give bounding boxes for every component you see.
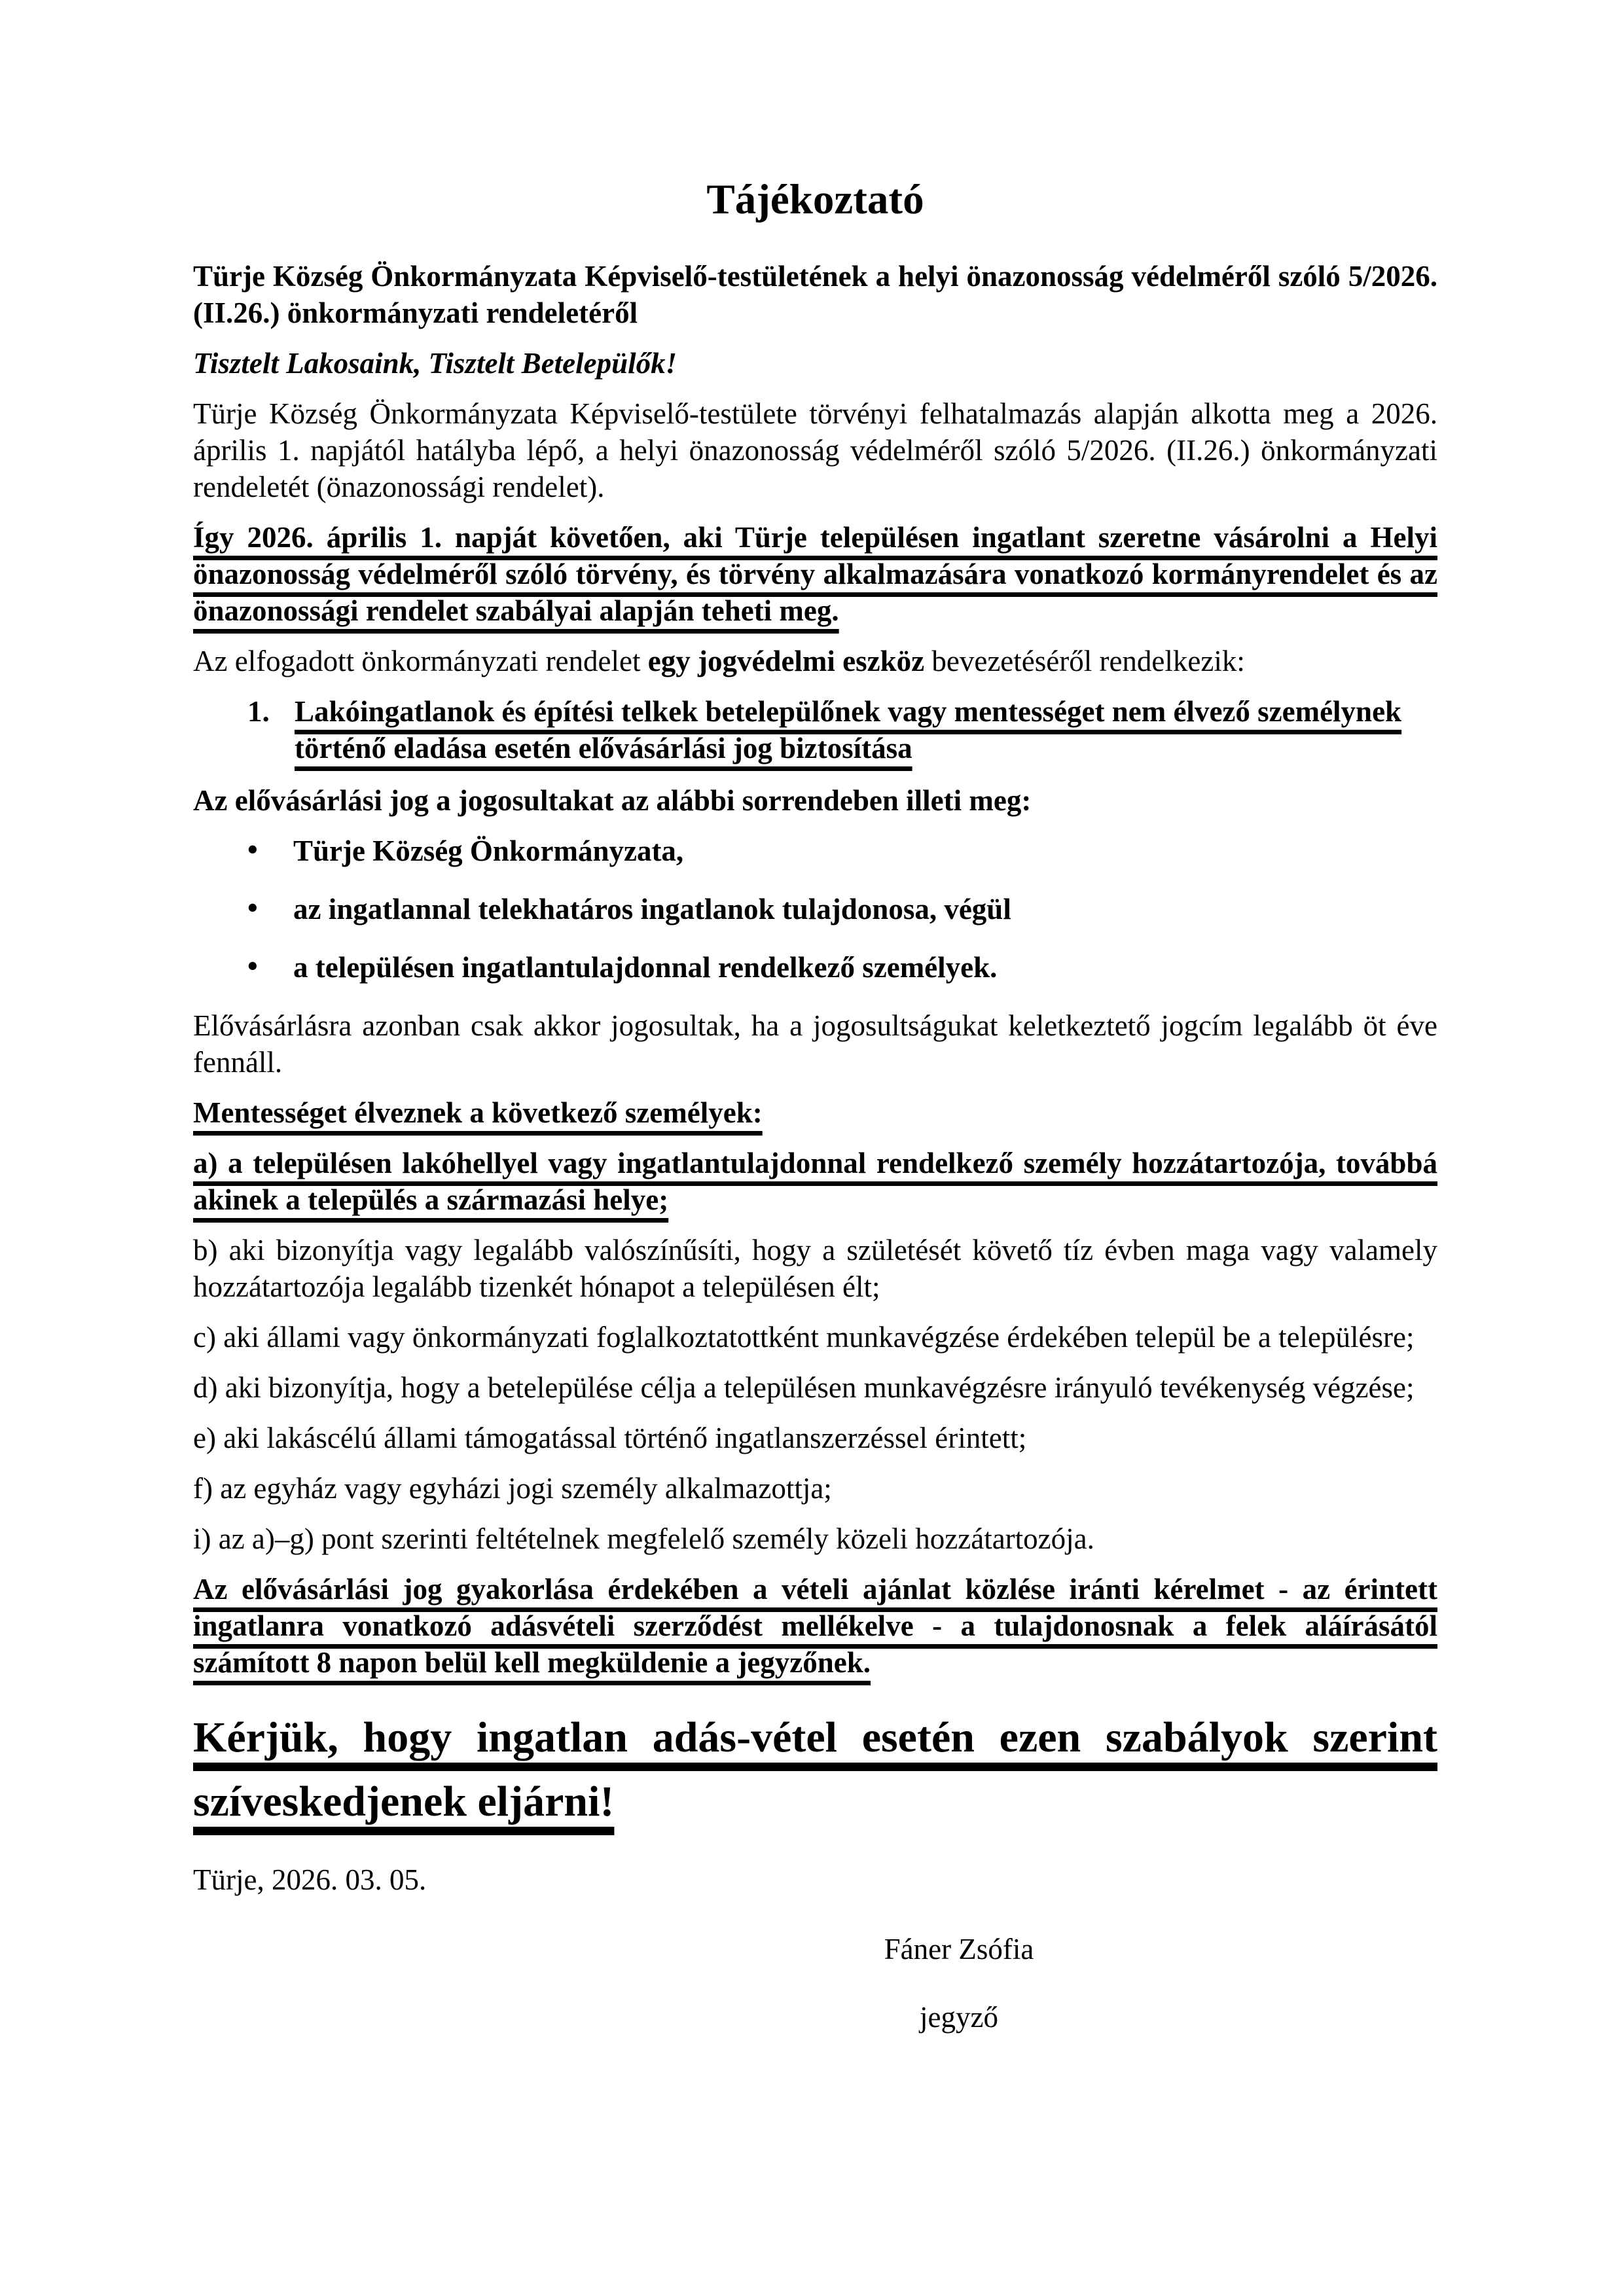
numbered-list-text: Lakóingatlanok és építési telkek betelepülőnek vagy mentességet nem élvező személynek történő eladása esetén elővásárlási jog biztosítása — [295, 695, 1402, 764]
exemption-b-paragraph: b) aki bizonyítja vagy legalább valószínűsíti, hogy a születését követő tíz évben maga vagy valamely hozzátartozója legalább tizenkét hónapot a településen élt; — [193, 1234, 1437, 1303]
intro-paragraph: Türje Község Önkormányzata Képviselő-testülete törvényi felhatalmazás alapján alkotta meg a 2026. április 1. napjától hatályba lépő, a helyi önazonosság védelméről szóló 5/2026. (II.26.) önkormányzati rendeletét (önazonossági rendelet). — [193, 397, 1437, 503]
beneficiary-text: a településen ingatlantulajdonnal rendelkező személyek. — [293, 951, 998, 984]
exemption-e-paragraph: e) aki lakáscélú állami támogatással történő ingatlanszerzéssel érintett; — [193, 1422, 1027, 1454]
beneficiary-item-3 — [193, 949, 1437, 986]
adopted-paragraph — [193, 643, 1437, 679]
salutation-paragraph: Tisztelt Lakosaink, Tisztelt Betelepülők! — [193, 347, 677, 380]
signature-block — [756, 1931, 1162, 2036]
rule-effective-paragraph: Így 2026. április 1. napját követően, aki Türje településen ingatlant szeretne vásárolni a Helyi önazonosság védelméről szóló törvény, és törvény alkalmazására vonatkozó kormányrendelet és az önazonossági rendelet szabályai alapján teheti meg. — [193, 521, 1437, 627]
exemption-i-paragraph: i) az a)–g) pont szerinti feltételnek megfelelő személy közeli hozzátartozója. — [193, 1522, 1094, 1555]
signature-name: Fáner Zsófia — [884, 1933, 1034, 1965]
beneficiary-text: Türje Község Önkormányzata, — [293, 834, 684, 867]
numbered-list-item-1 — [193, 693, 1437, 766]
procedure-paragraph: Az elővásárlási jog gyakorlása érdekében a vételi ajánlat közlése iránti kérelmet - az érintett ingatlanra vonatkozó adásvételi szerződést mellékelve - a tulajdonosnak a felek aláírásától számított 8 napon belül kell megküldenie a jegyzőnek. — [193, 1573, 1437, 1679]
beneficiary-text: az ingatlannal telekhatáros ingatlanok tulajdonosa, végül — [293, 893, 1011, 925]
signature-role: jegyző — [920, 2001, 998, 2034]
request-heading: Kérjük, hogy ingatlan adás-vétel esetén ezen szabályok szerint szíveskedjenek eljárni! — [193, 1713, 1437, 1825]
exemption-d-paragraph: d) aki bizonyítja, hogy a betelepülése célja a településen munkavégzésre irányuló tevékenység végzése; — [193, 1371, 1415, 1404]
beneficiary-item-1 — [193, 833, 1437, 869]
exemption-heading: Mentességet élveznek a következő személyek: — [193, 1096, 763, 1129]
exemption-f-paragraph: f) az egyház vagy egyházi jogi személy alkalmazottja; — [193, 1472, 832, 1505]
subject-paragraph: Türje Község Önkormányzata Képviselő-testületének a helyi önazonosság védelméről szóló 5/2026. (II.26.) önkormányzati rendeletéről — [193, 260, 1437, 329]
beneficiary-item-2 — [193, 891, 1437, 927]
exemption-a-paragraph: a) a településen lakóhellyel vagy ingatlantulajdonnal rendelkező személy hozzátartozója, továbbá akinek a település a származási helye; — [193, 1147, 1437, 1216]
page-title: Tájékoztató — [706, 176, 924, 223]
bullet-icon: • — [247, 891, 258, 924]
five-year-rule-paragraph: Elővásárlásra azonban csak akkor jogosultak, ha a jogosultságukat keletkeztető jogcím legalább öt éve fennáll. — [193, 1009, 1437, 1079]
adopted-suffix: bevezetéséről rendelkezik: — [924, 645, 1245, 677]
numbered-list-marker: 1. — [247, 695, 270, 728]
bullet-icon: • — [247, 833, 258, 866]
dateline: Türje, 2026. 03. 05. — [193, 1863, 427, 1896]
exemption-c-paragraph: c) aki állami vagy önkormányzati foglalkoztatottként munkavégzése érdekében települ be a településre; — [193, 1321, 1415, 1354]
bullet-icon: • — [247, 950, 258, 982]
order-heading: Az elővásárlási jog a jogosultakat az alábbi sorrendeben illeti meg: — [193, 784, 1032, 817]
adopted-emphasis: egy jogvédelmi eszköz — [647, 645, 925, 677]
adopted-prefix: Az elfogadott önkormányzati rendelet — [193, 645, 648, 677]
